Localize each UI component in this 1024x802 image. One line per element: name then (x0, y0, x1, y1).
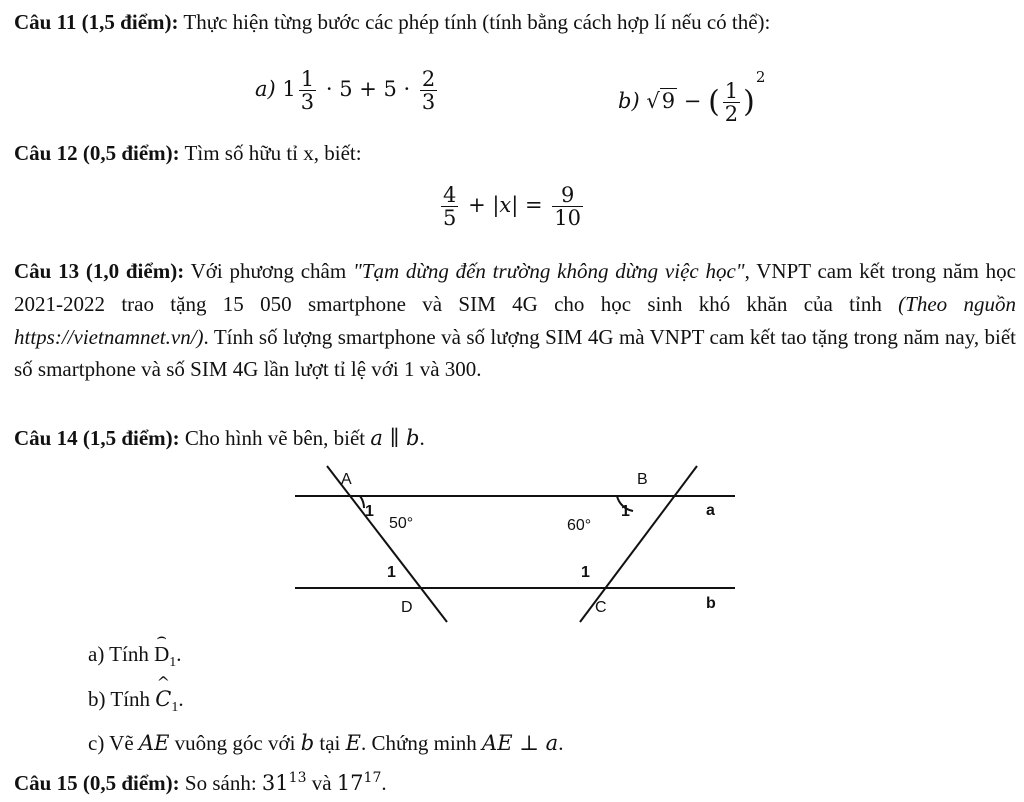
q15-base2: 17 (336, 771, 364, 795)
q14-heading (14, 426, 425, 451)
q14-pc-a: a (545, 731, 559, 755)
q12-mid: + |x| = (468, 193, 543, 218)
q13-t3: . Tính số lượng smartphone và số lượng SIM 4G mà VNPT cam kết tao tặng trong năm nay, biết số smartphone và số SIM 4G lần lượt tỉ lệ với 1 và 300. (14, 324, 1016, 382)
q13-label: Câu 13 (1,0 điểm): (14, 259, 185, 283)
q15-exp2: 17 (363, 770, 382, 786)
q14-text: Cho hình vẽ bên, biết (179, 426, 371, 450)
point-d-label: D (401, 599, 413, 616)
q12-f1-den: 5 (443, 206, 457, 231)
q15-t1: So sánh: (179, 771, 262, 795)
q15-label: Câu 15 (0,5 điểm): (14, 771, 180, 795)
angle-c-index: 1 (581, 564, 590, 581)
q11-b-label: b) (618, 89, 640, 113)
line-b-label: b (706, 595, 716, 612)
q15-end: . (381, 771, 387, 795)
q11-a-f2-den: 3 (421, 90, 436, 115)
q11-b-sqrt: √9 (646, 89, 676, 113)
arc-angle-a (360, 496, 364, 508)
q15-t2: và (306, 771, 337, 795)
q14-pb-letter: C (155, 687, 172, 711)
q11-part-b: b) √9 − ( $\frac{1}{2}$ )$^2$ (618, 68, 766, 126)
point-b-label: B (637, 471, 648, 488)
q11-a-fraction-2 (420, 68, 437, 113)
q14-pa-text: a) Tính (88, 642, 155, 666)
q12-label: Câu 12 (0,5 điểm): (14, 141, 180, 165)
q14-part-c (88, 731, 563, 756)
q14-pc-t2: vuông góc với (169, 731, 301, 755)
q11-a-label: a) (255, 77, 276, 102)
q11-a-f1-den: 3 (300, 90, 315, 115)
q14-pc-e: E (345, 731, 361, 755)
q12-fraction-2 (552, 184, 583, 229)
line-ad (327, 466, 447, 622)
q14-pb-hat: ^ (156, 673, 171, 692)
q15-exp1: 13 (288, 770, 307, 786)
q11-a-whole: 1 (282, 77, 296, 102)
q12-fraction-1 (441, 184, 458, 229)
q11-a-f2-num: 2 (421, 67, 436, 91)
q14-rel-end: . (419, 426, 425, 450)
q14-pc-t3: tại (314, 731, 346, 755)
q14-pc-t4: . Chứng minh (360, 731, 483, 755)
q12-heading (14, 141, 362, 166)
q14-pa-hat: ⌢ (156, 629, 167, 646)
q11-b-power: 2 (755, 68, 766, 86)
q11-b-radicand: 9 (661, 89, 676, 113)
q13-quote: "Tạm dừng đến trường không dừng việc học" (352, 259, 745, 283)
angle-b-index: 1 (621, 503, 630, 520)
q14-pa-angle (154, 629, 170, 667)
q13-paragraph (14, 255, 1016, 386)
q14-rel-a: a (370, 426, 383, 450)
q14-pb-text: b) Tính (88, 687, 156, 711)
q12-text: Tìm số hữu tỉ x, biết: (179, 141, 362, 165)
q14-pc-b: b (300, 731, 315, 755)
line-a-label: a (706, 502, 715, 519)
q14-figure (285, 462, 745, 628)
q11-label: Câu 11 (1,5 điểm): (14, 10, 179, 34)
q14-pb-angle (155, 673, 172, 712)
q11-a-f1-num: 1 (300, 67, 315, 91)
q14-pc-ae: AE (138, 731, 170, 755)
q11-b-minus: − (683, 89, 702, 113)
q12-equation (438, 184, 586, 229)
point-c-label: C (595, 599, 607, 616)
angle-d-index: 1 (387, 564, 396, 581)
angle-a-degree: 50° (389, 515, 414, 532)
q13-t1: Với phương châm (184, 259, 353, 283)
q14-pb-sub: 1 (171, 700, 179, 716)
q11-b-f-num: 1 (724, 78, 739, 103)
q14-part-a (88, 629, 182, 672)
q11-heading (14, 10, 770, 35)
q14-pa-end: . (176, 642, 182, 666)
q11-b-fraction (723, 80, 740, 125)
q14-rel-b: b (405, 426, 420, 450)
point-a-label: A (341, 471, 352, 488)
q14-pc-ae2: AE (482, 731, 513, 755)
q11-text: Thực hiện từng bước các phép tính (tính bằng cách hợp lí nếu có thể): (178, 10, 771, 34)
q13-source: (Theo nguồn https://vietnamnet.vn/) (14, 291, 1016, 349)
angle-a-index: 1 (365, 503, 374, 520)
q11-a-mid: · 5 + 5 · (325, 77, 411, 102)
q11-b-f-den: 2 (724, 102, 739, 126)
q14-rel-sym: ∥ (382, 426, 406, 450)
q14-label: Câu 14 (1,5 điểm): (14, 426, 180, 450)
q12-f2-num: 9 (552, 184, 583, 207)
q14-pc-end: . (558, 731, 564, 755)
q14-pc-t1: c) Vẽ (88, 731, 139, 755)
q15-line (14, 770, 387, 796)
q11-part-a (255, 68, 440, 113)
q14-pc-perp: ⊥ (512, 731, 546, 755)
q15-base1: 31 (261, 771, 289, 795)
q12-f2-den: 10 (554, 206, 582, 231)
q14-part-b (88, 673, 184, 717)
angle-b-degree: 60° (567, 517, 592, 534)
q12-f1-num: 4 (443, 183, 457, 207)
q13-t2: , VNPT cam kết trong năm học 2021-2022 trao tặng 15 050 smartphone và SIM 4G cho học sinh khó khăn của tỉnh (14, 259, 1016, 316)
q14-pa-letter: D (154, 642, 170, 666)
q11-a-fraction-1 (299, 68, 316, 113)
q14-pb-end: . (178, 687, 184, 711)
q14-pa-sub: 1 (169, 655, 177, 671)
